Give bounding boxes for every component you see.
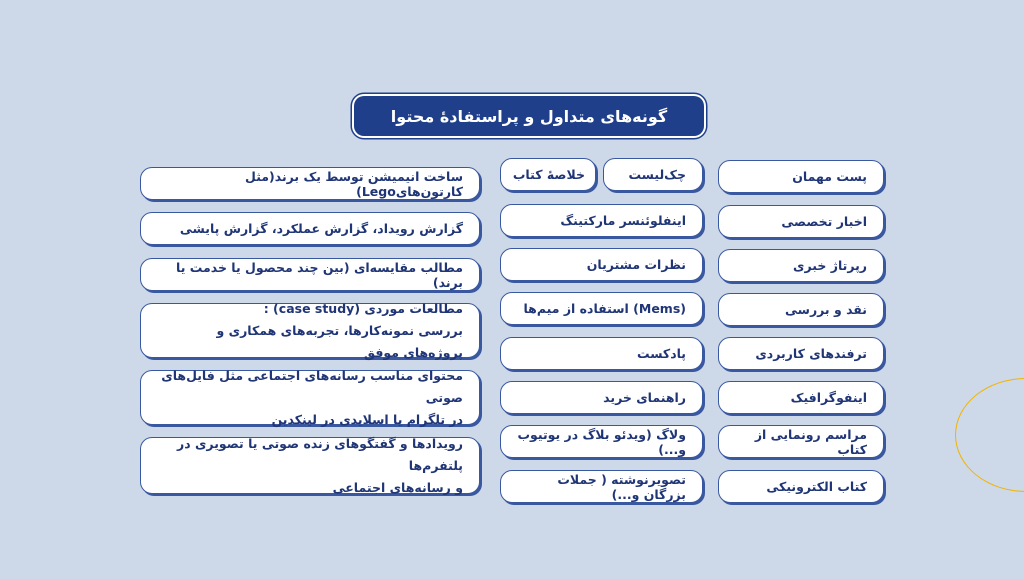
content-type-pill bbox=[140, 300, 480, 360]
content-type-pill bbox=[140, 258, 480, 291]
pill-label: گزارش رویداد، گزارش عملکرد، گزارش پایشی bbox=[179, 221, 463, 236]
content-type-pill bbox=[718, 160, 884, 193]
pill-label: ولاگ (ویدئو بلاگ در یوتیوب و...) bbox=[517, 426, 686, 457]
pill-label: اینفوگرافیک bbox=[790, 390, 867, 405]
pill-label: مطالب مقایسه‌ای (بین چند محصول یا خدمت یا برند) bbox=[176, 259, 463, 290]
content-type-pill bbox=[140, 437, 480, 494]
pill-label: کتاب الکترونیکی bbox=[766, 479, 867, 494]
pill-label-line: بررسی نمونه‌کارها، تجربه‌های همکاری و پروژه‌های موفق bbox=[216, 322, 463, 360]
pill-label: (Mems) استفاده از میم‌ها bbox=[523, 301, 686, 316]
content-type-pill bbox=[500, 292, 703, 325]
pill-label-line: در تلگرام یا اسلایدی در لینکدین bbox=[271, 411, 463, 427]
content-type-pill bbox=[500, 381, 703, 414]
content-type-pill bbox=[603, 158, 703, 191]
page-title bbox=[354, 96, 704, 136]
decorative-arc bbox=[955, 378, 1024, 492]
pill-label-line: محتوای مناسب رسانه‌های اجتماعی مثل فایل‌های صوتی bbox=[161, 367, 463, 405]
pill-label: چک‌لیست bbox=[628, 167, 686, 182]
title-text: گونه‌های متداول و پراستفادهٔ محتوا bbox=[390, 106, 668, 126]
pill-label: ساخت انیمیشن توسط یک برند(مثل کارتون‌هایLego) bbox=[245, 168, 463, 199]
content-type-pill bbox=[718, 293, 884, 326]
content-type-pill bbox=[500, 204, 703, 237]
pill-label: مراسم رونمایی از کتاب bbox=[754, 426, 867, 457]
content-type-pill bbox=[718, 381, 884, 414]
pill-label: پادکست bbox=[636, 346, 686, 361]
content-type-pill bbox=[500, 248, 703, 281]
pill-label-line: مطالعات موردی (case study) : bbox=[263, 300, 463, 316]
pill-label: نقد و بررسی bbox=[785, 302, 867, 317]
pill-label: رپرتاژ خبری bbox=[793, 258, 867, 273]
content-type-pill bbox=[718, 337, 884, 370]
content-type-pill bbox=[718, 205, 884, 238]
content-type-pill bbox=[140, 167, 480, 200]
pill-label: راهنمای خرید bbox=[603, 390, 686, 405]
pill-label: پست مهمان bbox=[792, 169, 867, 184]
pill-label: تصویرنوشته ( جملات بزرگان و...) bbox=[557, 471, 686, 502]
content-type-pill bbox=[718, 425, 884, 458]
content-type-pill bbox=[140, 367, 480, 427]
pill-label-line: رویدادها و گفتگوهای زنده صوتی یا تصویری در پلتفرم‌ها bbox=[177, 435, 463, 473]
pill-label: نظرات مشتریان bbox=[586, 257, 686, 272]
pill-label: خلاصهٔ کتاب bbox=[512, 167, 585, 182]
content-type-pill bbox=[718, 470, 884, 503]
pill-label: اینفلوئنسر مارکتینگ bbox=[560, 213, 686, 228]
content-type-pill bbox=[500, 470, 703, 503]
pill-label-line: و رسانه‌های اجتماعی bbox=[332, 479, 463, 495]
content-type-pill bbox=[500, 425, 703, 458]
pill-label: ترفندهای کاربردی bbox=[755, 346, 867, 361]
content-type-pill bbox=[140, 212, 480, 245]
content-type-pill bbox=[500, 158, 596, 191]
content-type-pill bbox=[500, 337, 703, 370]
content-type-pill bbox=[718, 249, 884, 282]
pill-label: اخبار تخصصی bbox=[781, 214, 867, 229]
